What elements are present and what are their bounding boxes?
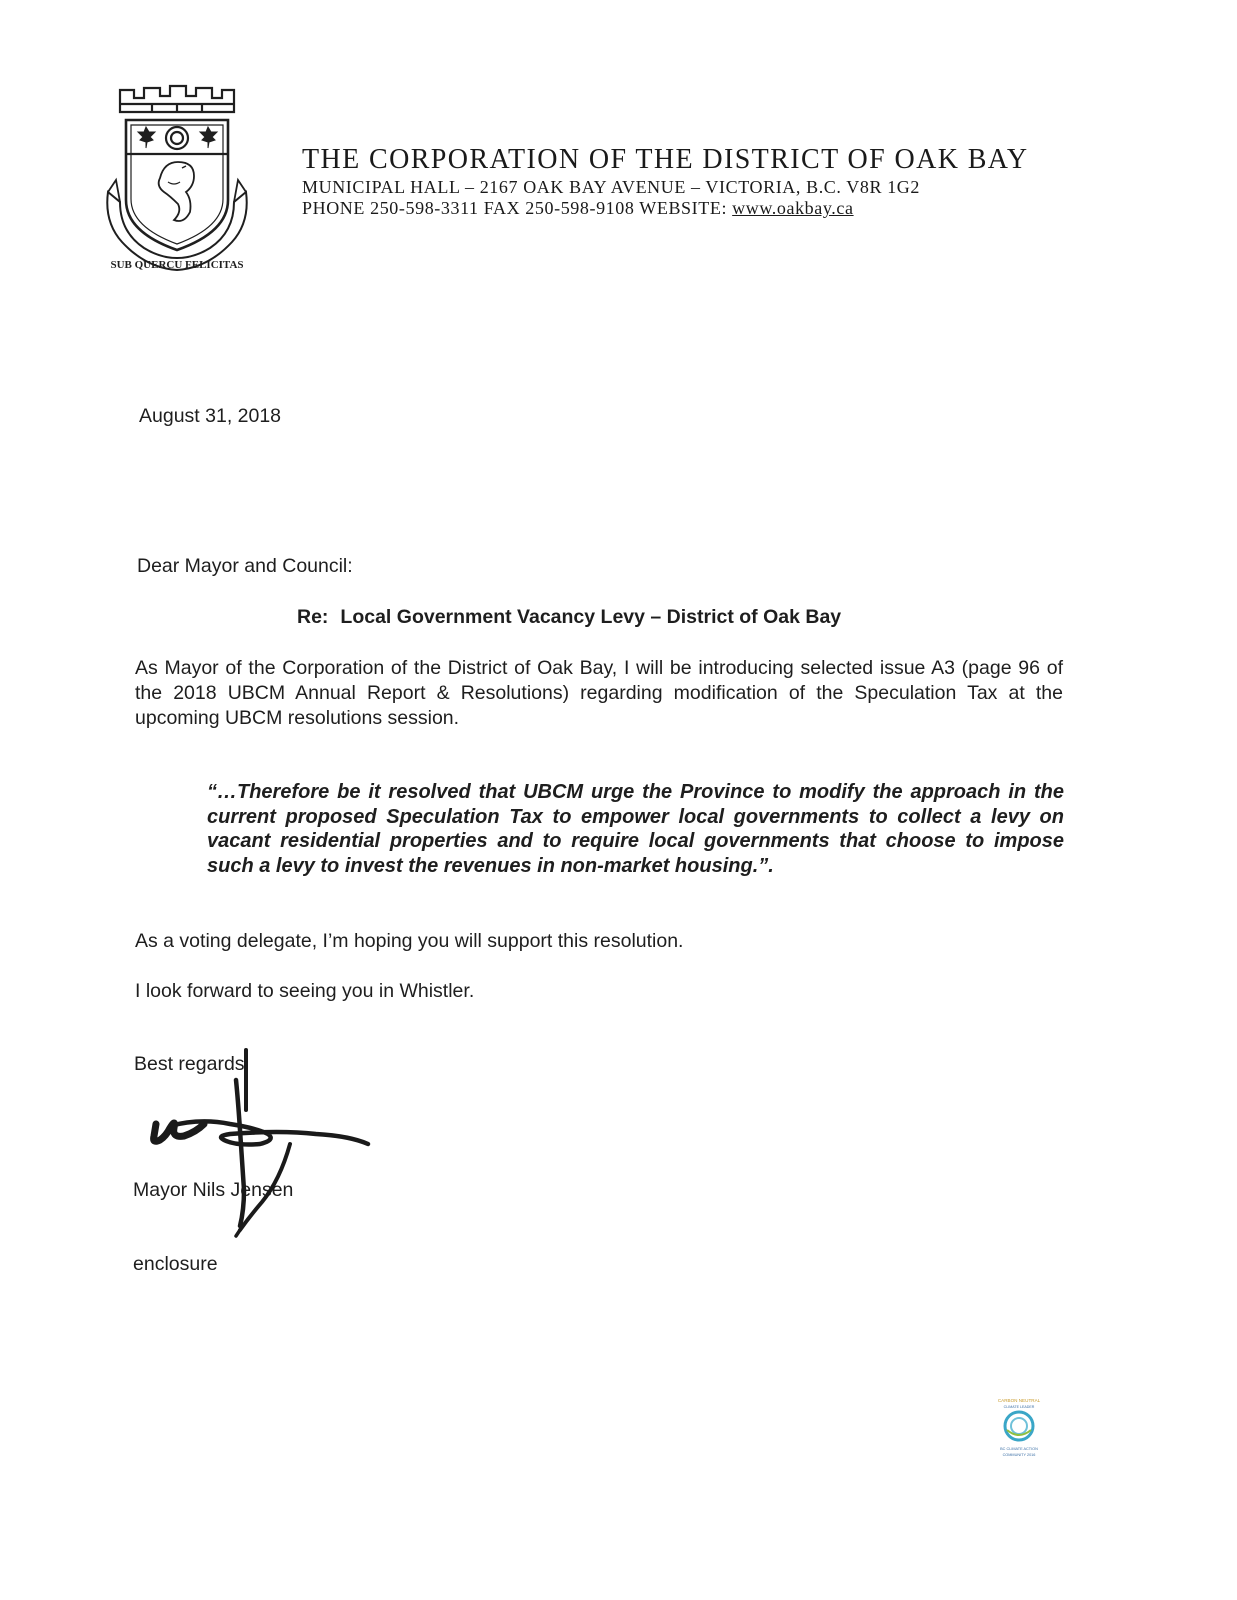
signer-name: Mayor Nils Jensen — [133, 1179, 294, 1201]
organization-address: MUNICIPAL HALL – 2167 OAK BAY AVENUE – VICTORIA, B.C. V8R 1G2 — [302, 177, 920, 197]
letterhead — [302, 143, 1028, 219]
climate-action-badge-logo — [986, 1392, 1052, 1466]
svg-text:COMMUNITY 2016: COMMUNITY 2016 — [1002, 1453, 1036, 1457]
handwritten-signature — [140, 1040, 390, 1250]
svg-text:CARBON NEUTRAL: CARBON NEUTRAL — [997, 1398, 1041, 1403]
svg-text:CLIMATE LEADER: CLIMATE LEADER — [1003, 1405, 1035, 1409]
organization-contact — [302, 198, 1028, 219]
letter-date: August 31, 2018 — [139, 405, 282, 427]
website-link[interactable]: www.oakbay.ca — [732, 198, 854, 218]
organization-name: THE CORPORATION OF THE DISTRICT OF OAK BAY — [302, 144, 1029, 175]
svg-text:SUB QUERCU FELICITAS: SUB QUERCU FELICITAS — [110, 259, 244, 271]
subject-text: Local Government Vacancy Levy – District of Oak Bay — [340, 606, 842, 628]
subject-line — [297, 606, 841, 629]
resolution-quote: “…Therefore be it resolved that UBCM urge the Province to modify the approach in the current proposed Speculation Tax to empower local governments to collect a levy on vacant residential properties and to require local governments that choose to impose such a levy to invest the revenues in non-market housing.”. — [207, 781, 1064, 877]
enclosure-note: enclosure — [133, 1253, 218, 1275]
support-paragraph: As a voting delegate, I’m hoping you will support this resolution. — [135, 930, 684, 952]
oak-bay-crest-logo — [102, 82, 252, 274]
intro-paragraph: As Mayor of the Corporation of the District of Oak Bay, I will be introducing selected issue A3 (page 96 of the 2018 UBCM Annual Report & Resolutions) regarding modification of the Speculation Tax at the upcoming UBCM resolutions session. — [135, 657, 1063, 729]
contact-details: PHONE 250-598-3311 FAX 250-598-9108 WEBSITE: — [302, 198, 733, 218]
salutation: Dear Mayor and Council: — [137, 555, 353, 577]
subject-prefix: Re: — [297, 606, 329, 628]
closing-paragraph: I look forward to seeing you in Whistler. — [135, 980, 475, 1002]
svg-text:BC CLIMATE ACTION: BC CLIMATE ACTION — [1000, 1447, 1038, 1451]
complimentary-close: Best regards — [134, 1053, 245, 1075]
